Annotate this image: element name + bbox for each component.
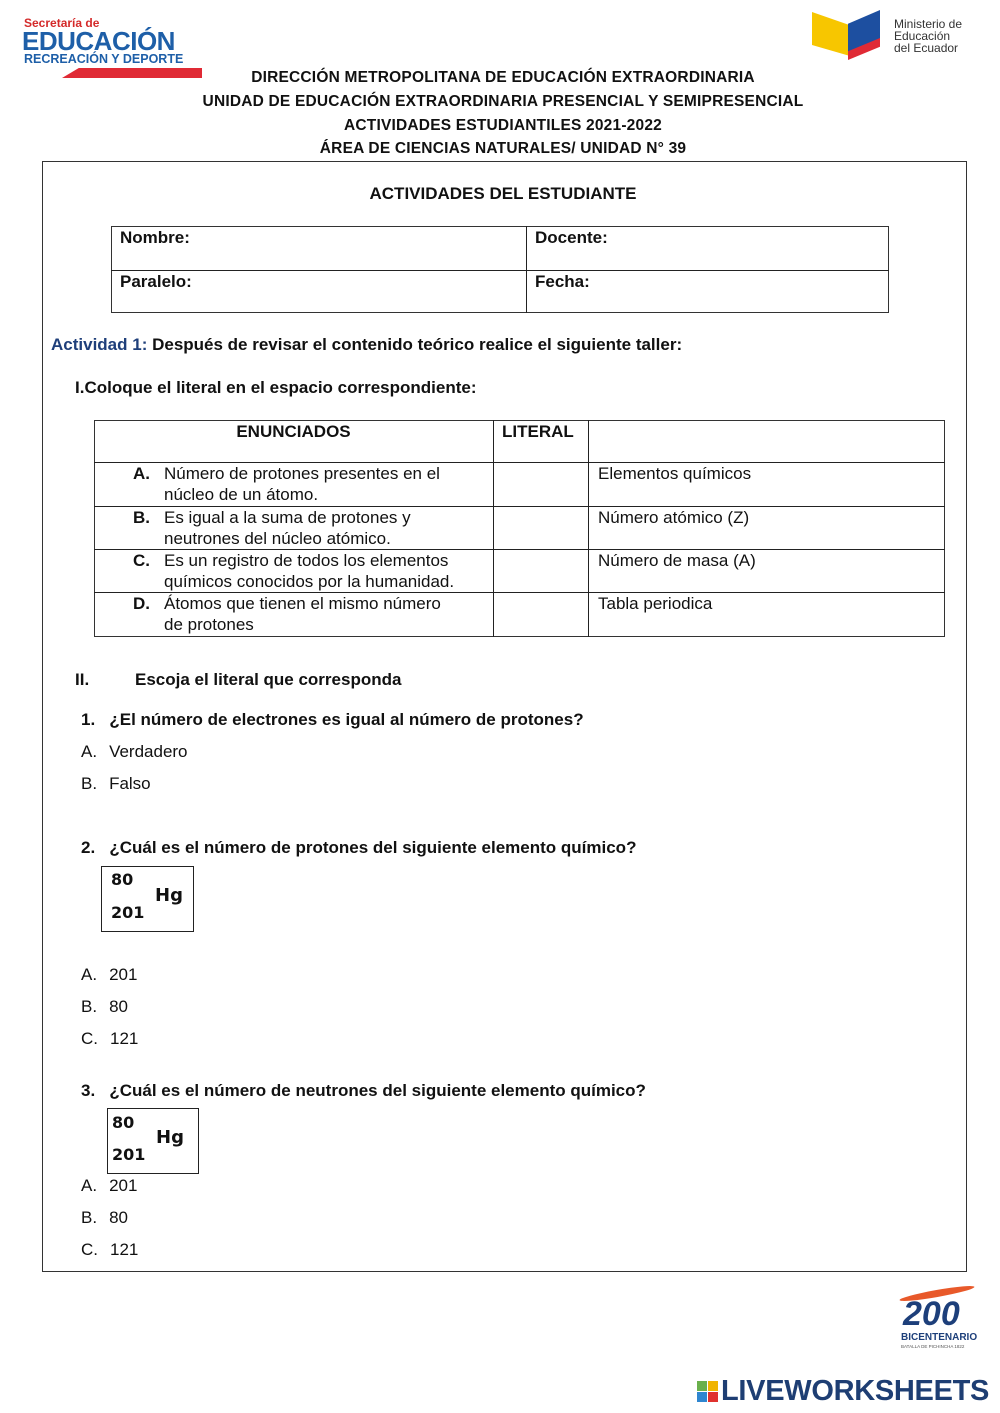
statement-line: Número de protones presentes en el <box>164 464 440 483</box>
answer-option[interactable] <box>81 1029 138 1049</box>
option-text: Falso <box>109 774 151 793</box>
answer-option[interactable] <box>81 1240 138 1260</box>
literal-answer-input[interactable] <box>494 550 588 592</box>
logo-square <box>708 1381 718 1391</box>
logo-square <box>697 1392 707 1402</box>
question-3 <box>81 1081 646 1101</box>
element-box-hg <box>101 866 194 932</box>
question-num: 1. <box>81 710 96 729</box>
option-text: 201 <box>109 1176 138 1195</box>
answer-option[interactable] <box>81 1208 128 1228</box>
question-2 <box>81 838 636 858</box>
option-letter: A. <box>81 742 98 761</box>
mass-number: 201 <box>111 903 145 922</box>
activity-instruction <box>51 335 682 355</box>
worksheet-page: Secretaría de EDUCACIÓN RECREACIÓN Y DEPORTE Ministerio de Educación del Ecuador DIRECCIÓN METROPOLITANA DE EDUCACIÓN EXTRAORDINARIA UNIDAD DE EDUCACIÓN EXTRAORDINARIA PRESENCIAL Y SEMIPRESENCIAL ACTIVIDADES ESTUDIANTILES 2021-2022 ÁREA DE CIENCIAS NATURALES/ UNIDAD N° 39 ACTIVIDADES DEL ESTUDIANTE Nombre: Docente: Paralelo: Fecha: Actividad 1: Después de revisar el contenido teórico realice el siguiente taller: I.Coloque el literal en el espacio correspondiente: ENUNCIADOS LITERAL A. Número de protones presentes en el núcleo de un átomo. Elementos químicos B. Es igual a la suma de protones y neutrones del núcleo atómico. Número atómico (Z) C. Es un registro de todos los elementos químicos conocidos por la humanidad. Número de masa (A) D. Átomos que tienen el mismo número de protones Tabla periodica II. Escoja el literal que corresponda 1. ¿El número de electrones es igual al número de protones? A. Verdadero B. Falso 2. ¿Cuál es el número de protones del siguiente elemento químico? 80 201 Hg A. 201 B. 80 C. 121 3. ¿Cuál es el número de neutrones del siguiente elemento químico? 80 201 Hg A. 201 B. 80 C. 121 200 BICENTENARIO BATALLA DE PICHINCHA 1822 LIVEWORKSHEETS <box>0 0 1000 1413</box>
statement-line: núcleo de un átomo. <box>164 485 319 504</box>
option-text: 80 <box>109 997 128 1016</box>
option-text: 80 <box>109 1208 128 1227</box>
statement-line: neutrones del núcleo atómico. <box>164 529 391 548</box>
activity-text: Después de revisar el contenido teórico realice el siguiente taller: <box>147 335 683 354</box>
section-2-num: II. <box>75 670 90 689</box>
secretaria-logo: Secretaría de EDUCACIÓN RECREACIÓN Y DEPORTE <box>22 14 202 78</box>
option-letter: B. <box>81 997 98 1016</box>
atomic-number: 80 <box>112 1113 135 1132</box>
docente-field[interactable]: Docente: <box>535 228 608 247</box>
logo-shape <box>812 12 850 56</box>
row-letter: B. <box>133 508 150 527</box>
literal-answer-input[interactable] <box>494 507 588 549</box>
element-symbol: Hg <box>155 885 183 906</box>
row-letter: A. <box>133 464 150 483</box>
question-text: ¿Cuál es el número de protones del siguiente elemento químico? <box>109 838 637 857</box>
row-letter: D. <box>133 594 150 613</box>
literal-answer-input[interactable] <box>494 463 588 505</box>
option-text: 201 <box>109 965 138 984</box>
table-divider <box>588 420 589 637</box>
statement-line: Es un registro de todos los elementos <box>164 551 449 570</box>
statement-line: químicos conocidos por la humanidad. <box>164 572 455 591</box>
fecha-field[interactable]: Fecha: <box>535 272 590 291</box>
question-num: 2. <box>81 838 96 857</box>
statement-line: de protones <box>164 615 254 634</box>
header-literal: LITERAL <box>502 422 574 441</box>
term-option: Número atómico (Z) <box>598 508 750 527</box>
option-letter: C. <box>81 1240 98 1259</box>
section-2-title: Escoja el literal que corresponda <box>135 670 402 689</box>
term-option: Número de masa (A) <box>598 551 756 570</box>
mass-number: 201 <box>112 1145 146 1164</box>
header-line-2: UNIDAD DE EDUCACIÓN EXTRAORDINARIA PRESENCIAL Y SEMIPRESENCIAL <box>202 93 804 110</box>
element-symbol: Hg <box>156 1127 184 1148</box>
section-1-num: I. <box>75 378 85 397</box>
option-text: 121 <box>110 1029 139 1048</box>
atomic-number: 80 <box>111 870 134 889</box>
nombre-field[interactable]: Nombre: <box>120 228 190 247</box>
answer-option[interactable] <box>81 997 128 1017</box>
answer-option[interactable] <box>81 965 137 985</box>
section-title: ACTIVIDADES DEL ESTUDIANTE <box>369 184 637 203</box>
activity-label: Actividad 1: <box>51 335 148 354</box>
logo-square <box>697 1381 707 1391</box>
section-1-heading <box>75 378 477 398</box>
option-letter: A. <box>81 965 98 984</box>
header-line-1: DIRECCIÓN METROPOLITANA DE EDUCACIÓN EXTRAORDINARIA <box>251 69 755 86</box>
logo-number: 200 <box>903 1295 960 1333</box>
option-text: 121 <box>110 1240 139 1259</box>
option-letter: C. <box>81 1029 98 1048</box>
logo-square <box>708 1392 718 1402</box>
option-letter: B. <box>81 774 98 793</box>
section-1-title: Coloque el literal en el espacio correspondiente: <box>84 378 477 397</box>
header-line-4: ÁREA DE CIENCIAS NATURALES/ UNIDAD N° 39 <box>319 140 687 157</box>
answer-option[interactable] <box>81 742 188 762</box>
ministerio-logo: Ministerio de Educación del Ecuador <box>808 8 978 64</box>
row-letter: C. <box>133 551 150 570</box>
option-letter: B. <box>81 1208 98 1227</box>
answer-option[interactable] <box>81 774 151 794</box>
paralelo-field[interactable]: Paralelo: <box>120 272 192 291</box>
statement-line: Átomos que tienen el mismo número <box>164 594 441 613</box>
bicentenario-logo: 200 BICENTENARIO BATALLA DE PICHINCHA 1822 <box>895 1288 985 1352</box>
header-enunciados: ENUNCIADOS <box>236 422 351 441</box>
question-1 <box>81 710 584 730</box>
term-option: Tabla periodica <box>598 594 713 613</box>
question-num: 3. <box>81 1081 96 1100</box>
statement-line: Es igual a la suma de protones y <box>164 508 411 527</box>
term-option: Elementos químicos <box>598 464 752 483</box>
question-text: ¿El número de electrones es igual al número de protones? <box>109 710 584 729</box>
option-letter: A. <box>81 1176 98 1195</box>
table-divider <box>111 270 889 271</box>
question-text: ¿Cuál es el número de neutrones del siguiente elemento químico? <box>109 1081 646 1100</box>
header-line-3: ACTIVIDADES ESTUDIANTILES 2021-2022 <box>344 117 662 134</box>
literal-answer-input[interactable] <box>494 593 588 635</box>
answer-option[interactable] <box>81 1176 137 1196</box>
element-box-hg <box>107 1108 199 1174</box>
option-text: Verdadero <box>109 742 188 761</box>
